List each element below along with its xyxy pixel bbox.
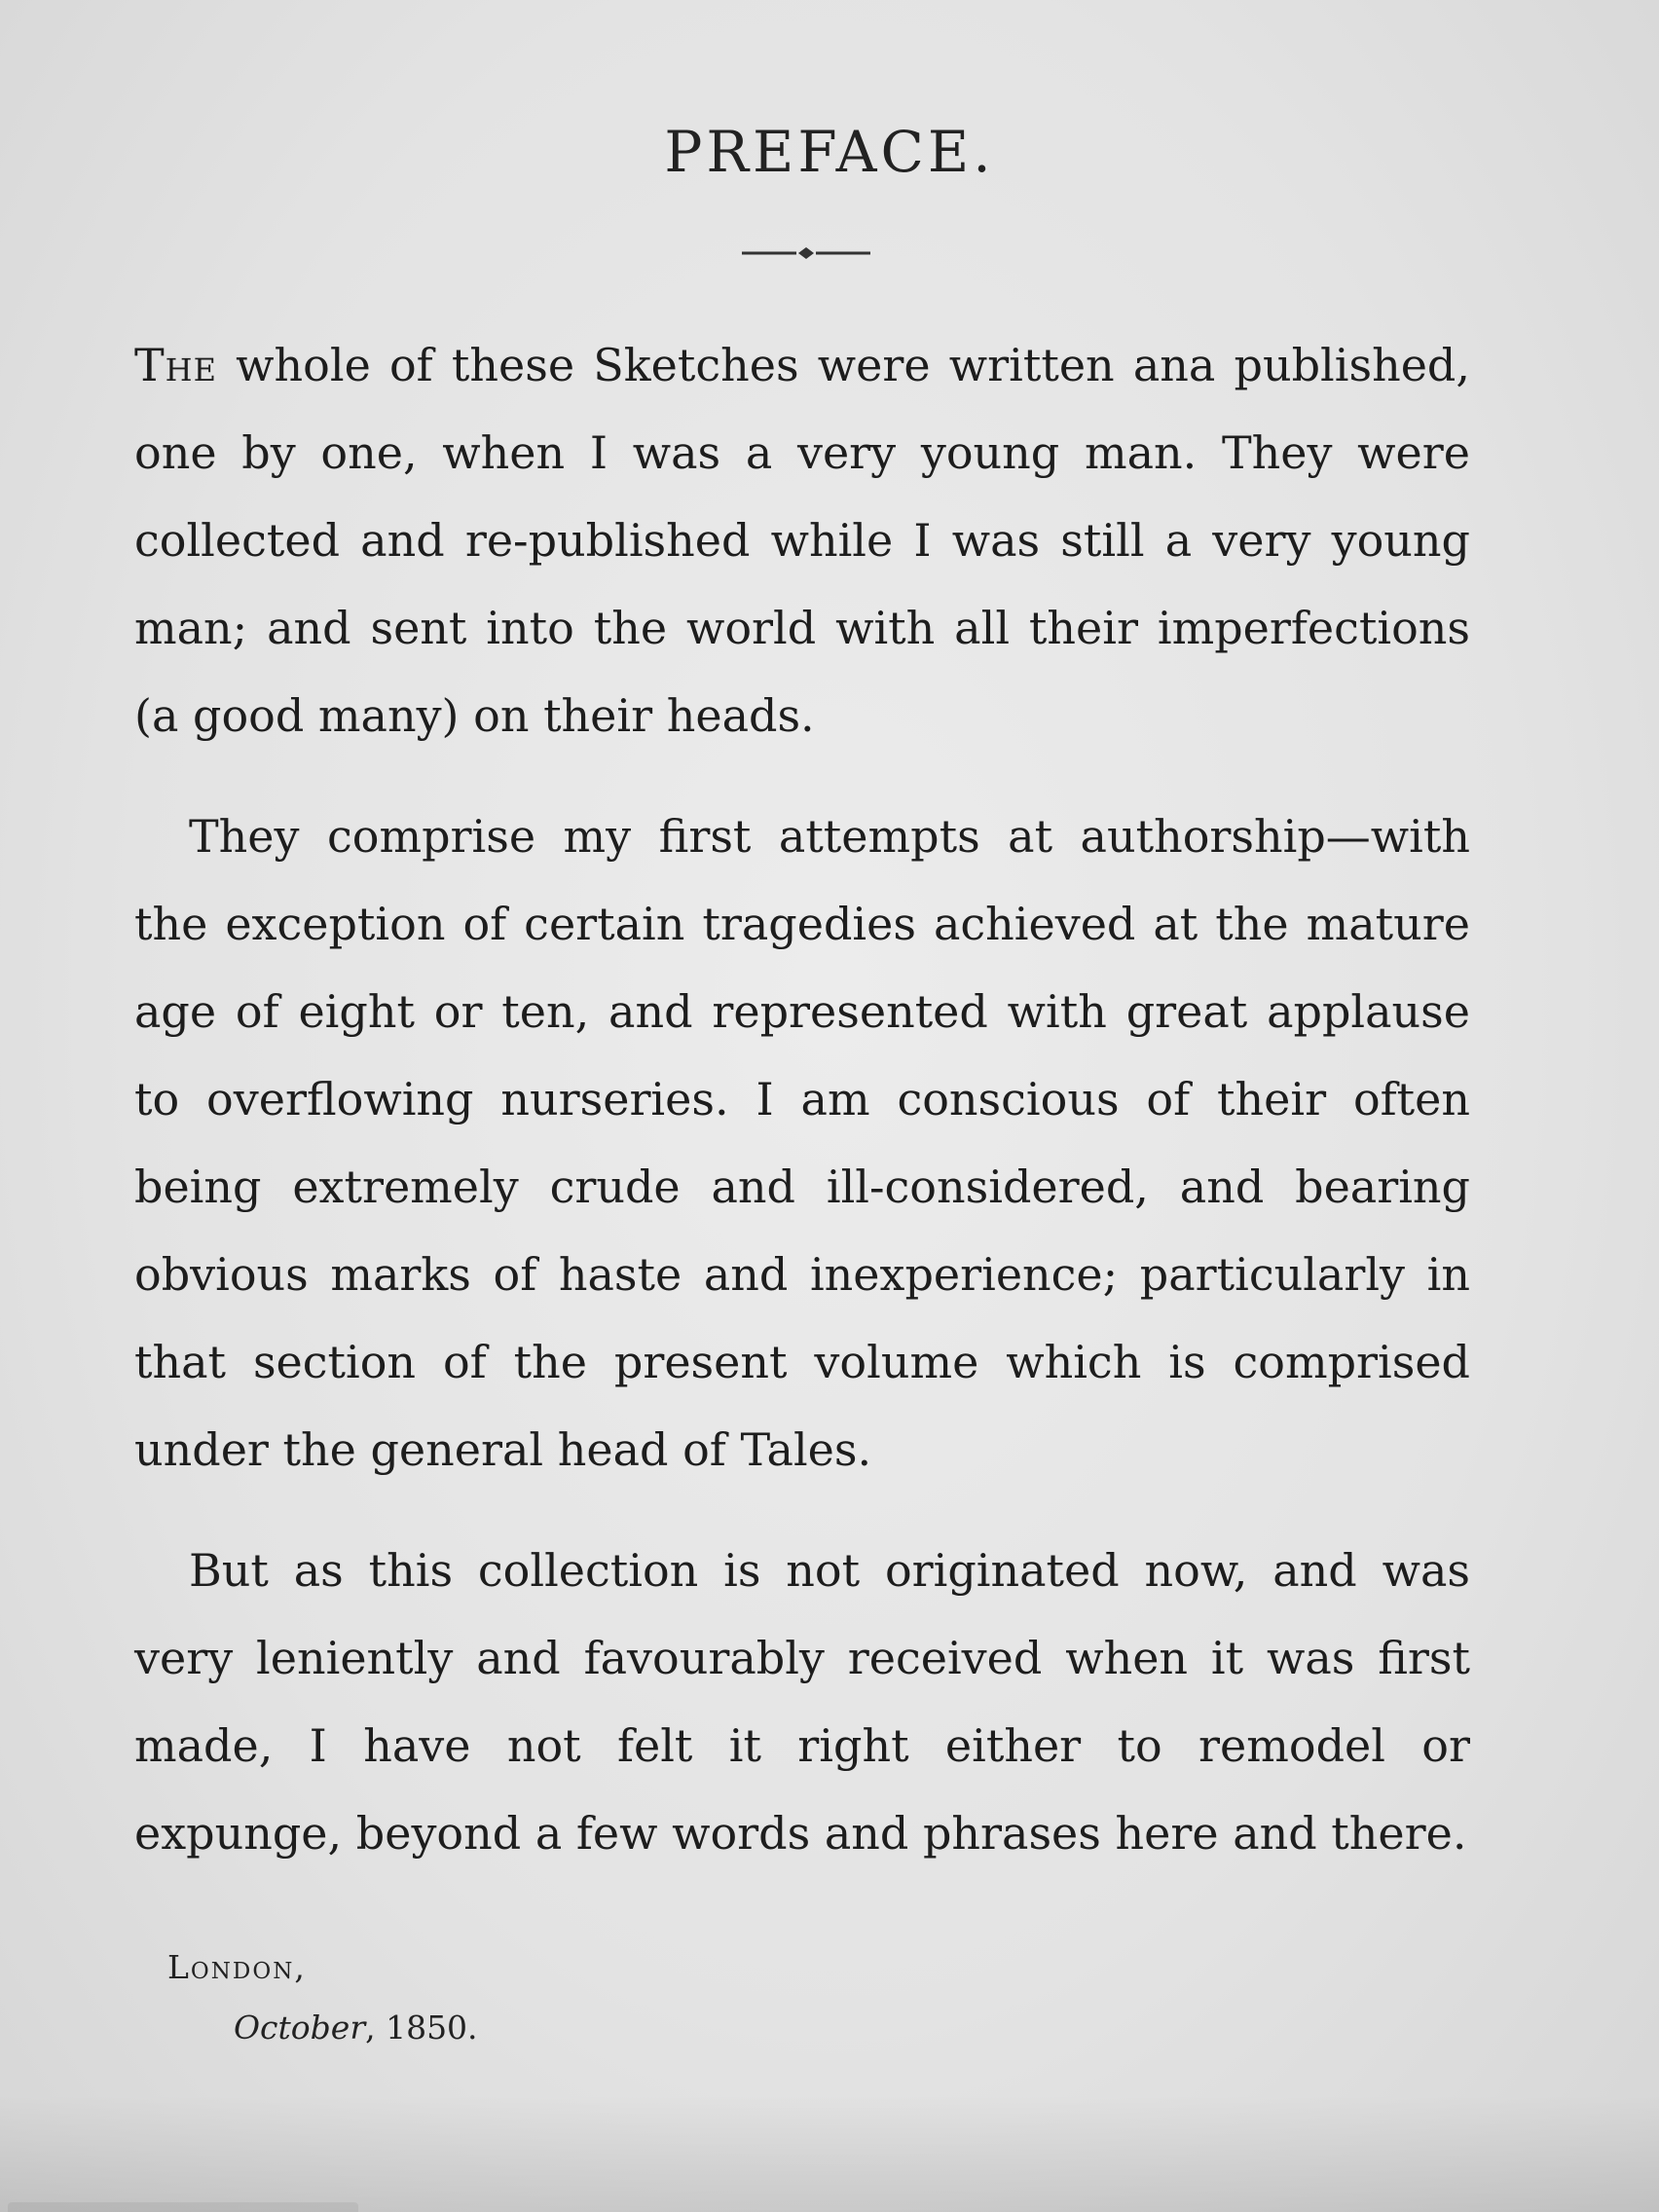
paragraph-3 <box>134 1527 1470 1877</box>
paragraph-lead: The <box>134 339 217 391</box>
paragraph-text: But as this collection is not originated now, and was very leniently and favourably received when it was first made, I have not felt it right either to remodel or expunge, beyond a few words and phrases here and there. <box>134 1544 1470 1860</box>
paragraph-2 <box>134 793 1470 1493</box>
page-shadow <box>0 2095 1659 2212</box>
signoff-date <box>234 1998 478 2058</box>
page-title: PREFACE. <box>664 119 995 185</box>
signoff-place: London, <box>167 1948 307 1986</box>
ornament-divider <box>740 243 872 263</box>
signoff <box>167 1937 478 2058</box>
signoff-year: , 1850. <box>365 2009 478 2046</box>
paragraph-1 <box>134 321 1470 759</box>
paragraph-text: They comprise my first attempts at authorship—with the exception of certain tragedies achieved at the mature age of eight or ten, and represented with great applause to overflowing nurseries. I am conscious of their often being extremely crude and ill-considered, and bearing obvious marks of haste and inexperience; particularly in that section of the present volume which is comprised under the general head of Tales. <box>134 810 1470 1476</box>
preface-body <box>134 321 1470 1910</box>
paragraph-text: whole of these Sketches were written ana published, one by one, when I was a very young man. They were collected and re-published while I was still a very young man; and sent into the world with all their imperfections (a good many) on their heads. <box>134 339 1470 742</box>
signoff-month: October <box>234 2009 366 2046</box>
